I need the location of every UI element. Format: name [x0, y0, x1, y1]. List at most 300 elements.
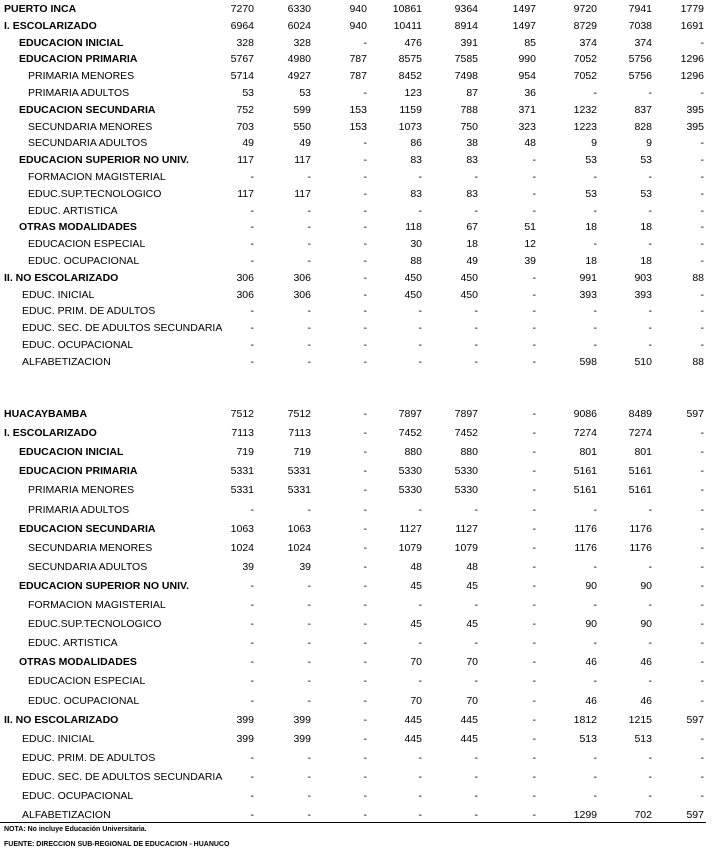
table-cell: 48 [466, 560, 478, 573]
table-cell: - [250, 637, 254, 650]
row-label: EDUC. OCUPACIONAL [28, 255, 140, 267]
table-cell: 10861 [392, 3, 422, 15]
table-cell: - [363, 656, 367, 669]
table-cell: - [474, 322, 478, 335]
table-cell: 391 [460, 36, 478, 49]
table-cell: - [593, 305, 597, 318]
table-cell: 880 [404, 446, 422, 459]
table-cell: - [593, 770, 597, 783]
table-cell: - [418, 809, 422, 822]
table-cell: 90 [585, 618, 597, 631]
row-label: I. ESCOLARIZADO [4, 19, 97, 32]
table-cell: 45 [466, 618, 478, 631]
table-cell: - [363, 427, 367, 440]
table-cell: - [363, 137, 367, 150]
table-row [0, 463, 718, 479]
table-cell: 1497 [512, 3, 536, 15]
table-cell: 597 [686, 713, 704, 726]
table-cell: 70 [466, 656, 478, 669]
row-label: SECUNDARIA MENORES [28, 120, 153, 133]
row-label: PUERTO INCA [4, 3, 77, 15]
row-label: EDUC. ARTISTICA [28, 204, 118, 217]
table-cell: - [700, 339, 704, 351]
table-cell: 83 [410, 154, 422, 167]
table-cell: 328 [236, 36, 254, 49]
table-cell: 7052 [573, 70, 597, 83]
table-row [0, 203, 718, 219]
table-cell: 703 [236, 120, 254, 133]
table-cell: 5161 [628, 465, 652, 478]
row-label: EDUC. ARTISTICA [28, 637, 118, 650]
table-cell: - [307, 322, 311, 335]
table-cell: - [700, 541, 704, 554]
table-cell: 306 [236, 271, 254, 284]
table-cell: - [250, 204, 254, 217]
table-cell: - [363, 36, 367, 49]
table-cell: - [363, 637, 367, 650]
table-cell: 306 [236, 288, 254, 301]
table-cell: - [250, 238, 254, 251]
table-cell: - [532, 637, 536, 650]
row-label: EDUCACION SECUNDARIA [19, 522, 156, 535]
row-label: II. NO ESCOLARIZADO [4, 713, 119, 726]
table-cell: - [307, 809, 311, 822]
table-cell: - [532, 271, 536, 284]
table-cell: - [307, 637, 311, 650]
table-cell: 1176 [629, 541, 652, 554]
table-cell: 787 [349, 53, 367, 66]
row-label: EDUC. OCUPACIONAL [22, 790, 134, 802]
table-cell: 67 [466, 221, 478, 234]
table-cell: - [648, 305, 652, 318]
table-cell: 7941 [628, 3, 652, 15]
table-cell: - [532, 656, 536, 669]
table-cell: - [593, 560, 597, 573]
table-cell: 954 [518, 70, 536, 83]
table-cell: - [700, 36, 704, 49]
table-cell: 9364 [454, 3, 478, 15]
table-cell: 1812 [573, 713, 597, 726]
table-cell: 90 [640, 618, 652, 631]
table-cell: - [418, 770, 422, 783]
table-cell: - [532, 675, 536, 688]
row-label: I. ESCOLARIZADO [4, 427, 97, 440]
table-bottom-rule [0, 822, 706, 823]
row-label: OTRAS MODALIDADES [19, 221, 137, 234]
table-cell: - [250, 790, 254, 802]
table-cell: 1127 [455, 522, 478, 535]
table-cell: - [532, 446, 536, 459]
row-label: PRIMARIA ADULTOS [28, 503, 130, 516]
row-label: EDUC. PRIM. DE ADULTOS [22, 751, 156, 764]
table-cell: 45 [466, 579, 478, 592]
table-cell: - [250, 322, 254, 335]
row-label: FORMACION MAGISTERIAL [28, 171, 166, 183]
table-cell: 750 [460, 120, 478, 133]
table-cell: - [307, 694, 311, 707]
row-label: PRIMARIA MENORES [28, 484, 135, 497]
table-cell: - [700, 522, 704, 535]
table-cell: 399 [293, 713, 311, 726]
row-label: EDUC.SUP.TECNOLOGICO [28, 618, 162, 631]
table-cell: 6964 [230, 19, 254, 32]
table-cell: - [363, 694, 367, 707]
table-row [0, 270, 718, 286]
table-cell: 598 [579, 355, 597, 368]
table-cell: - [474, 171, 478, 183]
table-cell: - [307, 171, 311, 183]
table-cell: 7452 [454, 427, 478, 440]
table-row [0, 287, 718, 303]
table-cell: - [648, 637, 652, 650]
table-cell: 787 [349, 70, 367, 83]
table-cell: - [593, 322, 597, 335]
row-label: EDUCACION SUPERIOR NO UNIV. [19, 579, 189, 592]
table-cell: - [363, 770, 367, 783]
table-row [0, 169, 718, 185]
table-cell: - [648, 87, 652, 99]
table-cell: 7113 [231, 427, 254, 440]
table-cell: - [307, 790, 311, 802]
table-cell: - [250, 618, 254, 631]
table-cell: - [532, 694, 536, 707]
table-cell: - [474, 503, 478, 516]
table-cell: 117 [294, 187, 311, 200]
table-row [0, 320, 718, 336]
table-cell: 86 [410, 137, 422, 150]
table-cell: - [700, 204, 704, 217]
row-label: HUACAYBAMBA [4, 408, 88, 420]
table-cell: - [418, 790, 422, 802]
table-cell: - [532, 408, 536, 420]
table-cell: 991 [579, 271, 597, 284]
table-cell: - [700, 427, 704, 440]
table-cell: 18 [466, 238, 478, 251]
table-cell: 5331 [230, 465, 254, 478]
table-row [0, 35, 718, 51]
table-cell: - [532, 465, 536, 478]
table-cell: 903 [634, 271, 652, 284]
table-cell: - [363, 408, 367, 420]
table-cell: - [250, 339, 254, 351]
table-cell: - [593, 599, 597, 611]
table-cell: - [418, 171, 422, 183]
row-label: EDUC.SUP.TECNOLOGICO [28, 187, 162, 200]
table-cell: - [474, 770, 478, 783]
table-cell: 5331 [287, 465, 311, 478]
table-cell: - [593, 790, 597, 802]
table-cell: - [700, 579, 704, 592]
table-cell: 328 [293, 36, 311, 49]
table-cell: 90 [640, 579, 652, 592]
table-cell: - [307, 751, 311, 764]
table-cell: - [363, 288, 367, 301]
row-label: EDUCACION PRIMARIA [19, 465, 138, 478]
table-cell: 828 [634, 120, 652, 133]
table-cell: 1296 [680, 53, 704, 66]
table-cell: - [307, 305, 311, 318]
table-cell: - [648, 171, 652, 183]
table-cell: - [700, 238, 704, 251]
table-cell: 1296 [680, 70, 704, 83]
table-cell: - [418, 637, 422, 650]
table-cell: 7452 [398, 427, 422, 440]
table-cell: 374 [634, 36, 652, 49]
table-cell: - [532, 790, 536, 802]
table-cell: - [363, 355, 367, 368]
table-cell: - [700, 137, 704, 150]
table-cell: - [700, 187, 704, 200]
table-cell: 5161 [573, 484, 597, 497]
footnote-nota: NOTA: No incluye Educación Universitaria. [4, 826, 147, 833]
table-cell: 1073 [398, 120, 422, 133]
table-cell: 7512 [230, 408, 254, 420]
table-cell: - [307, 675, 311, 688]
table-cell: 323 [518, 120, 536, 133]
table-cell: - [648, 204, 652, 217]
table-row [0, 654, 718, 670]
table-cell: 5756 [628, 70, 652, 83]
table-cell: - [648, 599, 652, 611]
row-label: EDUCACION PRIMARIA [19, 53, 138, 66]
table-cell: 1497 [512, 19, 536, 32]
table-cell: - [532, 541, 536, 554]
table-cell: 7274 [628, 427, 652, 440]
table-cell: - [700, 154, 704, 167]
table-cell: 371 [518, 103, 536, 116]
table-cell: - [700, 790, 704, 802]
row-label: SECUNDARIA ADULTOS [28, 137, 148, 150]
table-cell: - [700, 732, 704, 745]
table-cell: - [700, 288, 704, 301]
table-cell: 7274 [573, 427, 597, 440]
table-row [0, 578, 718, 594]
table-cell: 1176 [574, 522, 597, 535]
table-row [0, 559, 718, 575]
table-cell: 36 [524, 87, 536, 99]
table-cell: - [363, 579, 367, 592]
table-cell: 8452 [398, 70, 422, 83]
table-cell: 39 [524, 255, 536, 267]
table-cell: - [363, 271, 367, 284]
row-label: ALFABETIZACION [22, 355, 111, 368]
table-cell: 18 [585, 221, 597, 234]
table-cell: - [363, 599, 367, 611]
table-cell: - [648, 503, 652, 516]
table-cell: - [648, 751, 652, 764]
table-cell: 7897 [398, 408, 422, 420]
table-cell: 837 [634, 103, 652, 116]
table-cell: 719 [293, 446, 311, 459]
table-row [0, 616, 718, 632]
table-cell: 88 [692, 355, 704, 368]
table-row [0, 807, 718, 823]
table-cell: 7498 [454, 70, 478, 83]
table-cell: 38 [466, 137, 478, 150]
table-cell: - [250, 221, 254, 234]
table-row [0, 51, 718, 67]
table-cell: - [418, 751, 422, 764]
table-cell: 597 [686, 408, 704, 420]
table-cell: 117 [294, 154, 311, 167]
table-cell: 702 [634, 809, 652, 822]
table-cell: - [474, 751, 478, 764]
row-label: EDUCACION INICIAL [19, 36, 124, 49]
row-label: SECUNDARIA MENORES [28, 541, 153, 554]
table-cell: 18 [640, 221, 652, 234]
row-label: EDUC. SEC. DE ADULTOS SECUNDARIA [22, 770, 222, 783]
table-cell: 8914 [454, 19, 478, 32]
table-cell: - [363, 618, 367, 631]
table-cell: 83 [410, 187, 422, 200]
table-cell: - [363, 255, 367, 267]
table-cell: - [474, 339, 478, 351]
table-cell: - [532, 187, 536, 200]
table-cell: - [532, 618, 536, 631]
table-cell: 7270 [230, 3, 254, 15]
row-label: EDUC. OCUPACIONAL [28, 694, 140, 707]
table-cell: 1223 [573, 120, 597, 133]
table-cell: - [700, 305, 704, 318]
table-cell: - [418, 204, 422, 217]
table-cell: 5161 [573, 465, 597, 478]
table-cell: - [532, 305, 536, 318]
table-row [0, 152, 718, 168]
table-cell: - [593, 204, 597, 217]
table-cell: - [363, 713, 367, 726]
table-cell: - [532, 171, 536, 183]
table-cell: 45 [410, 579, 422, 592]
table-cell: - [700, 171, 704, 183]
table-cell: 5330 [398, 484, 422, 497]
table-cell: - [532, 288, 536, 301]
table-cell: - [648, 560, 652, 573]
table-cell: - [532, 522, 536, 535]
table-cell: - [363, 809, 367, 822]
table-row [0, 673, 718, 689]
table-cell: 1176 [629, 522, 652, 535]
table-row [0, 502, 718, 518]
table-cell: - [250, 809, 254, 822]
table-cell: - [307, 656, 311, 669]
row-label: EDUC. OCUPACIONAL [22, 339, 134, 351]
table-cell: 48 [410, 560, 422, 573]
table-cell: 1215 [628, 713, 652, 726]
table-cell: 445 [460, 732, 478, 745]
table-cell: - [363, 154, 367, 167]
table-cell: 7512 [287, 408, 311, 420]
table-cell: - [307, 355, 311, 368]
table-cell: 12 [524, 238, 536, 251]
table-cell: 18 [640, 255, 652, 267]
table-cell: 599 [293, 103, 311, 116]
table-cell: - [363, 484, 367, 497]
table-cell: - [532, 204, 536, 217]
table-cell: - [307, 238, 311, 251]
table-cell: 597 [686, 809, 704, 822]
table-cell: 393 [634, 288, 652, 301]
table-cell: 445 [404, 713, 422, 726]
table-cell: 306 [293, 271, 311, 284]
table-cell: 6330 [287, 3, 311, 15]
table-cell: - [648, 675, 652, 688]
table-cell: - [363, 541, 367, 554]
table-cell: - [307, 599, 311, 611]
table-cell: 1063 [230, 522, 254, 535]
table-cell: - [593, 503, 597, 516]
table-row [0, 253, 718, 269]
row-label: PRIMARIA ADULTOS [28, 87, 130, 99]
table-row [0, 18, 718, 34]
row-label: PRIMARIA MENORES [28, 70, 135, 83]
table-cell: 53 [299, 87, 311, 99]
table-cell: 1127 [399, 522, 422, 535]
table-cell: 940 [349, 3, 367, 15]
table-cell: 123 [404, 87, 422, 99]
row-label: EDUCACION SUPERIOR NO UNIV. [19, 154, 189, 167]
table-cell: - [593, 675, 597, 688]
table-cell: 39 [299, 560, 311, 573]
table-cell: - [700, 637, 704, 650]
row-label: OTRAS MODALIDADES [19, 656, 137, 669]
table-cell: - [593, 87, 597, 99]
table-cell: 46 [640, 694, 652, 707]
table-cell: - [532, 339, 536, 351]
table-cell: 53 [585, 187, 597, 200]
table-cell: 7897 [454, 408, 478, 420]
table-cell: - [700, 255, 704, 267]
table-cell: - [363, 204, 367, 217]
table-cell: - [700, 446, 704, 459]
table-cell: 752 [236, 103, 254, 116]
table-cell: 30 [410, 238, 422, 251]
table-cell: 445 [460, 713, 478, 726]
table-cell: - [363, 465, 367, 478]
table-cell: 83 [466, 187, 478, 200]
table-cell: 5331 [230, 484, 254, 497]
table-cell: 4927 [287, 70, 311, 83]
table-cell: 450 [460, 271, 478, 284]
table-cell: - [363, 339, 367, 351]
table-cell: 18 [585, 255, 597, 267]
table-row [0, 406, 718, 422]
table-cell: - [363, 790, 367, 802]
table-cell: - [307, 221, 311, 234]
table-cell: 1176 [574, 541, 597, 554]
table-cell: - [363, 446, 367, 459]
table-cell: 9086 [573, 408, 597, 420]
table-cell: - [307, 618, 311, 631]
table-cell: - [363, 238, 367, 251]
table-cell: - [363, 221, 367, 234]
table-cell: - [250, 694, 254, 707]
table-cell: - [532, 560, 536, 573]
table-cell: - [363, 675, 367, 688]
table-cell: 1079 [454, 541, 478, 554]
table-cell: - [250, 305, 254, 318]
row-label: ALFABETIZACION [22, 809, 111, 822]
table-cell: - [593, 238, 597, 251]
row-label: II. NO ESCOLARIZADO [4, 271, 119, 284]
table-cell: - [700, 221, 704, 234]
table-cell: - [700, 751, 704, 764]
table-row [0, 444, 718, 460]
table-cell: - [593, 637, 597, 650]
table-row [0, 303, 718, 319]
table-cell: - [532, 355, 536, 368]
table-cell: - [700, 599, 704, 611]
table-row [0, 236, 718, 252]
